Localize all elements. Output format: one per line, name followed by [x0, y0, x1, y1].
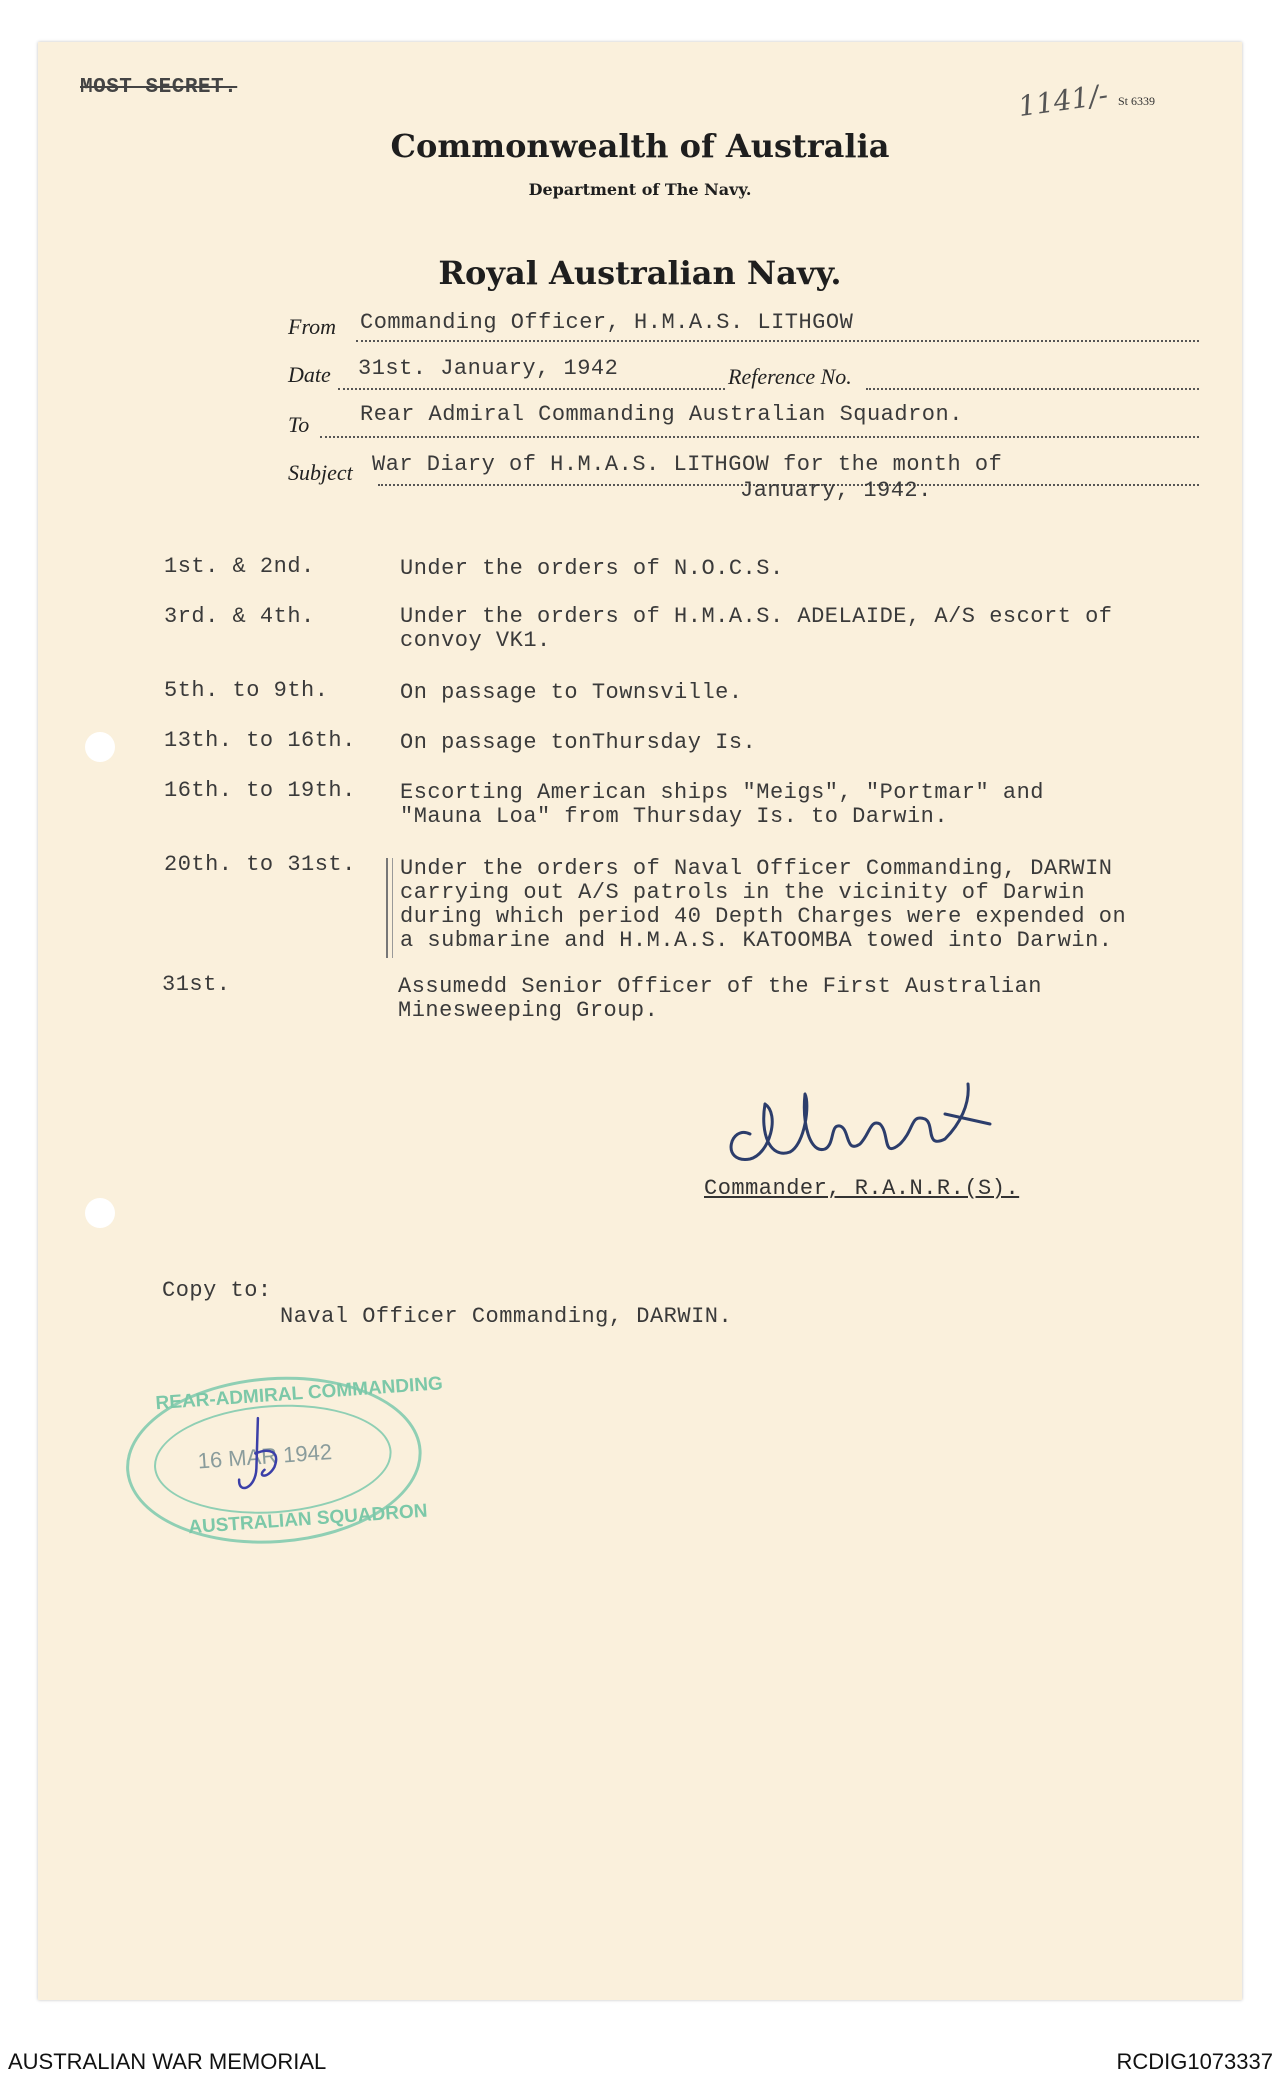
- footer-record-id: RCDIG1073337: [1116, 2049, 1273, 2074]
- entry-date: 1st. & 2nd.: [164, 554, 315, 579]
- entry-text-line: carrying out A/S patrols in the vicinity of Darwin: [400, 880, 1086, 905]
- entry-date: 13th. to 16th.: [164, 728, 356, 753]
- document-page: [38, 42, 1242, 2000]
- stamp-initials: [222, 1406, 299, 1511]
- entry-text-line: Under the orders of N.O.C.S.: [400, 556, 784, 581]
- entry-text-line: "Mauna Loa" from Thursday Is. to Darwin.: [400, 804, 949, 829]
- punch-hole: [85, 1198, 115, 1228]
- date-value: 31st. January, 1942: [358, 356, 619, 381]
- signature-rank: Commander, R.A.N.R.(S).: [704, 1176, 1020, 1201]
- subject-line-2: January, 1942.: [740, 478, 932, 503]
- from-label: From: [288, 314, 337, 339]
- reference-label: Reference No.: [728, 364, 852, 389]
- entry-date: 5th. to 9th.: [164, 678, 329, 703]
- entry-date: 31st.: [162, 972, 231, 997]
- entry-text-line: Escorting American ships "Meigs", "Portmar" and: [400, 780, 1045, 805]
- to-label: To: [288, 412, 310, 437]
- letterhead-service: Royal Australian Navy.: [438, 254, 842, 292]
- from-value: Commanding Officer, H.M.A.S. LITHGOW: [360, 310, 854, 335]
- entry-text-line: Under the orders of H.M.A.S. ADELAIDE, A/S escort of: [400, 604, 1113, 629]
- footer-source: AUSTRALIAN WAR MEMORIAL: [8, 2049, 327, 2074]
- stamp-bottom-text: AUSTRALIAN SQUADRON: [187, 1500, 429, 1539]
- copy-to-recipient: Naval Officer Commanding, DARWIN.: [280, 1304, 733, 1329]
- entry-text-line: Assumedd Senior Officer of the First Australian: [398, 974, 1043, 999]
- entry-text-line: On passage to Townsville.: [400, 680, 743, 705]
- stamp-date: 16 MAR 1942: [196, 1439, 333, 1474]
- copy-to-label: Copy to:: [162, 1278, 272, 1303]
- subject-label: Subject: [288, 460, 353, 485]
- printed-file-number: St 6339: [1118, 94, 1156, 108]
- to-value: Rear Admiral Commanding Australian Squadron.: [360, 402, 963, 427]
- entry-text-line: during which period 40 Depth Charges were expended on: [400, 904, 1127, 929]
- entry-text-line: a submarine and H.M.A.S. KATOOMBA towed into Darwin.: [400, 928, 1113, 953]
- received-stamp: [120, 1367, 444, 1558]
- entry-text-line: Under the orders of Naval Officer Commanding, DARWIN: [400, 856, 1113, 881]
- date-label: Date: [288, 362, 331, 387]
- punch-hole: [85, 732, 115, 762]
- stamp-top-text: REAR-ADMIRAL COMMANDING: [154, 1373, 444, 1415]
- letterhead-subtitle: Department of The Navy.: [528, 180, 752, 199]
- entry-date: 3rd. & 4th.: [164, 604, 315, 629]
- classification-mark: MOST SECRET.: [80, 76, 238, 99]
- entry-text-line: On passage tonThursday Is.: [400, 730, 757, 755]
- entry-date: 16th. to 19th.: [164, 778, 356, 803]
- entry-date: 20th. to 31st.: [164, 852, 356, 877]
- signature-scribble: [710, 1064, 1030, 1184]
- handwritten-file-number: 1141/-: [1016, 77, 1111, 124]
- entry-text-line: convoy VK1.: [400, 628, 551, 653]
- letterhead-title: Commonwealth of Australia: [390, 127, 890, 165]
- margin-bracket: [386, 858, 393, 958]
- subject-line-1: War Diary of H.M.A.S. LITHGOW for the month of: [372, 452, 1003, 477]
- entry-text-line: Minesweeping Group.: [398, 998, 659, 1023]
